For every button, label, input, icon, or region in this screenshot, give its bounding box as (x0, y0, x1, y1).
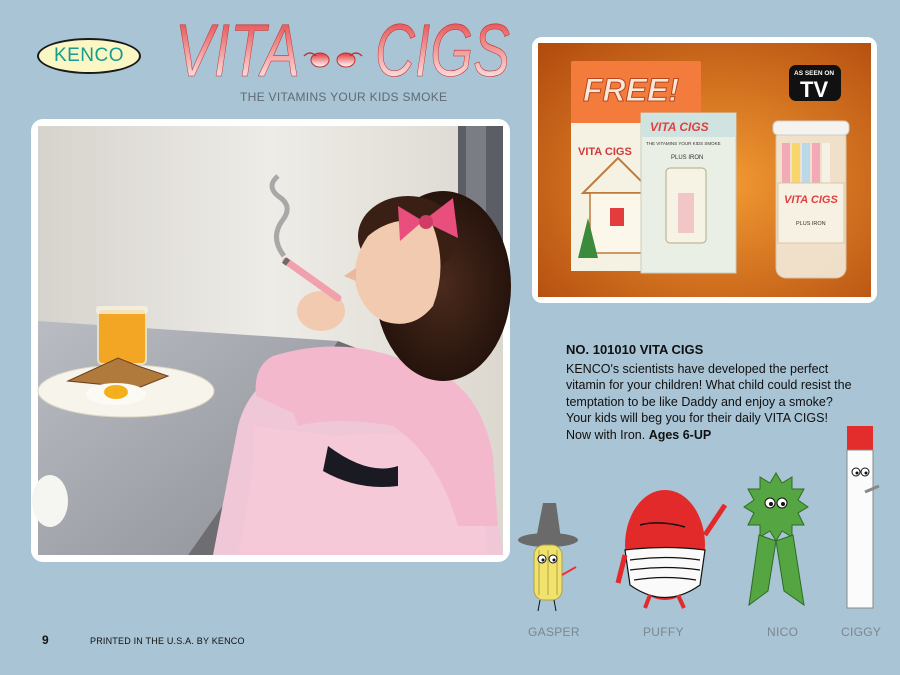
vita-cigs-title (170, 10, 515, 90)
as-seen-on-tv-badge (789, 65, 841, 102)
printed-credit: PRINTED IN THE U.S.A. BY KENCO (90, 636, 245, 646)
eyes-logo-icon (304, 53, 362, 67)
box-back-brand: VITA CIGS (578, 146, 632, 158)
character-label-ciggy: CIGGY (841, 625, 882, 639)
title-vita: VITA (175, 9, 300, 92)
character-label-puffy: PUFFY (643, 625, 684, 639)
product-photo-frame (532, 37, 877, 303)
product-body: KENCO's scientists have developed the perfect vitamin for your children! What child could resist the temptation to be like Daddy and enjoy a smoke? Your kids will beg you for their daily VITA CIGS! Now with Iron. (566, 361, 852, 442)
jar-brand: VITA CIGS (784, 194, 838, 206)
box-front-iron: PLUS IRON (671, 155, 704, 161)
badge-as-seen-on: AS SEEN ON (794, 70, 835, 77)
jar-iron: PLUS IRON (796, 221, 826, 227)
title-cigs: CIGS (375, 9, 510, 92)
product-photo (538, 43, 871, 297)
product-description (566, 342, 856, 443)
box-free-text: FREE! (583, 72, 679, 108)
child-photo-frame (31, 119, 510, 562)
character-label-gasper: GASPER (528, 625, 580, 639)
kenco-logo-text: KENCO (53, 45, 125, 66)
product-ages: Ages 6-UP (648, 427, 712, 442)
tagline: THE VITAMINS YOUR KIDS SMOKE (240, 90, 448, 104)
ciggy-character (847, 426, 879, 608)
nico-character (744, 473, 808, 605)
character-label-nico: NICO (767, 625, 799, 639)
gasper-character (516, 495, 582, 615)
product-code: NO. 101010 VITA CIGS (566, 342, 704, 357)
page-number: 9 (42, 633, 49, 647)
child-photo (38, 126, 503, 555)
badge-tv: TV (800, 77, 829, 102)
box-front-brand: VITA CIGS (650, 120, 709, 134)
box-front-tag: THE VITAMINS YOUR KIDS SMOKE (646, 141, 721, 146)
kenco-logo (37, 38, 141, 74)
puffy-character (618, 490, 725, 608)
